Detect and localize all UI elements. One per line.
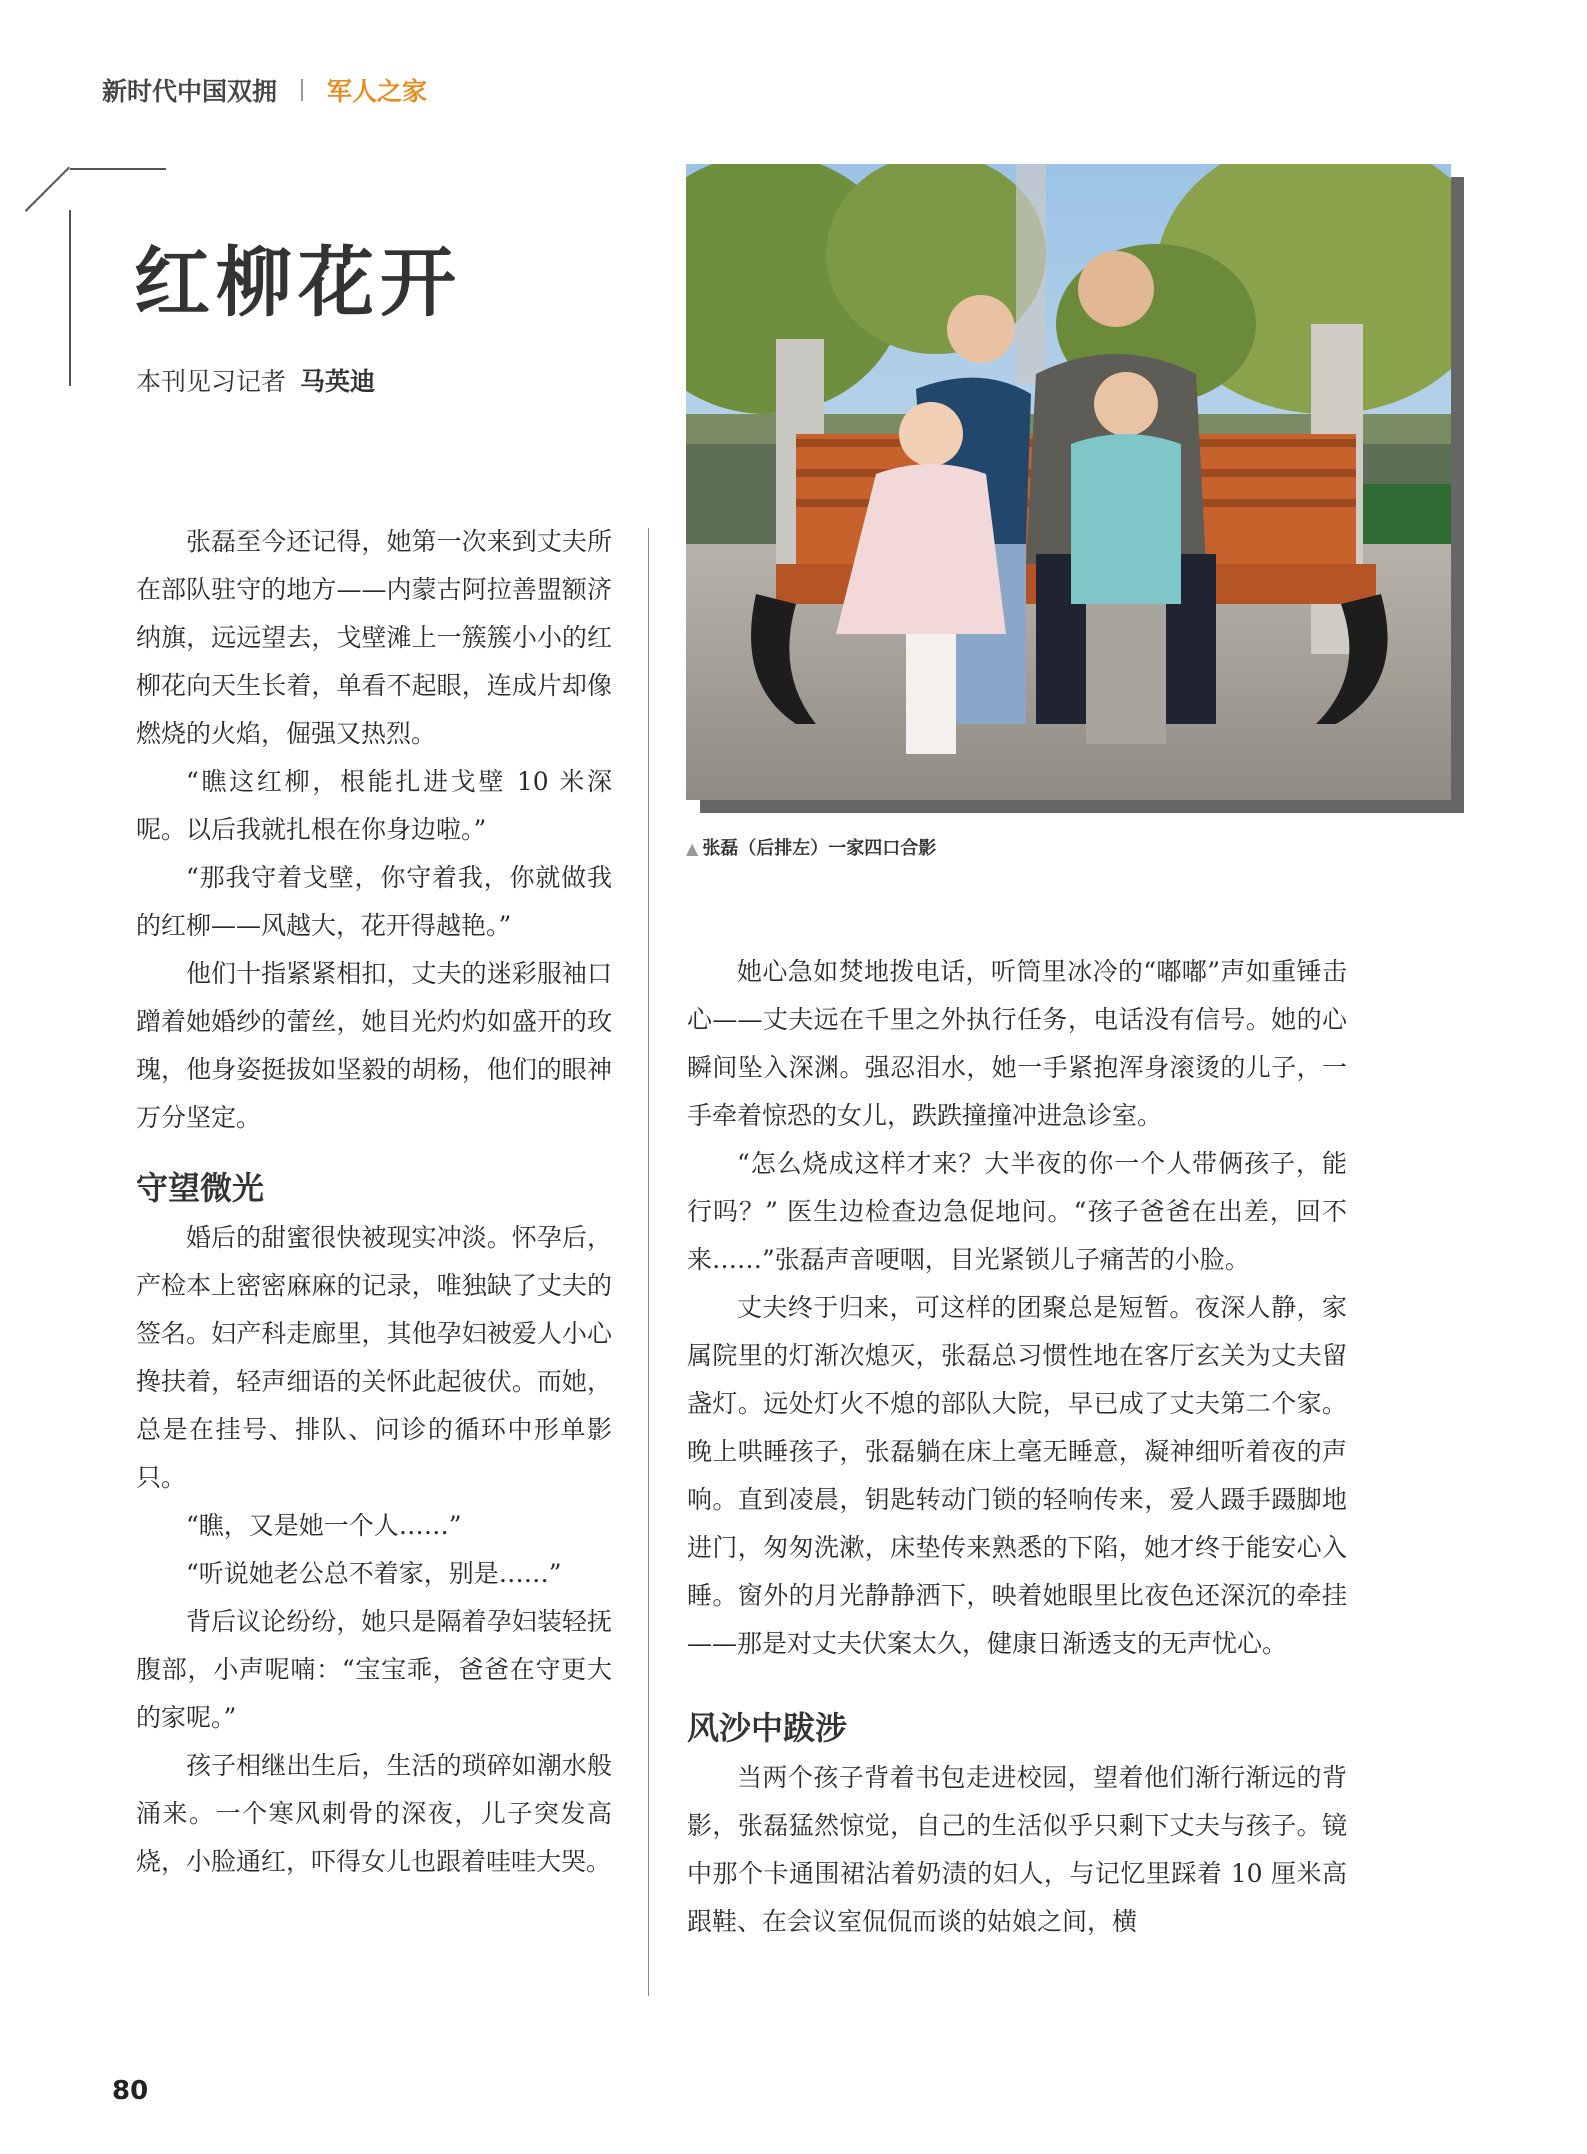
caption-text: 张磊（后排左）一家四口合影 <box>702 838 937 859</box>
paragraph: “听说她老公总不着家，别是……” <box>186 1559 562 1588</box>
paragraph: 当两个孩子背着书包走进校园，望着他们渐行渐远的背影，张磊猛然惊觉，自己的生活似乎只剩下丈夫与孩子。镜中那个卡通围裙沾着奶渍的妇人，与记忆里踩着 10 厘米高跟鞋、在会议室侃侃而谈的姑娘之间，横 <box>687 1763 1347 1936</box>
byline <box>136 362 375 398</box>
paragraph: 背后议论纷纷，她只是隔着孕妇装轻抚腹部，小声呢喃：“宝宝乖，爸爸在守更大的家呢。” <box>136 1607 612 1732</box>
title-corner-line <box>70 168 166 170</box>
left-column <box>136 518 612 1886</box>
paragraph: 她心急如焚地拨电话，听筒里冰冷的“嘟嘟”声如重锤击心——丈夫远在千里之外执行任务，电话没有信号。她的心瞬间坠入深渊。强忍泪水，她一手紧抱浑身滚烫的儿子，一手牵着惊恐的女儿，跌跌撞撞冲进急诊室。 <box>687 957 1347 1130</box>
right-column <box>687 948 1347 1946</box>
paragraph: 孩子相继出生后，生活的琐碎如潮水般涌来。一个寒风刺骨的深夜，儿子突发高烧，小脸通红，吓得女儿也跟着哇哇大哭。 <box>136 1751 612 1876</box>
paragraph: 丈夫终于归来，可这样的团聚总是短暂。夜深人静，家属院里的灯渐次熄灭，张磊总习惯性地在客厅玄关为丈夫留盏灯。远处灯火不熄的部队大院，早已成了丈夫第二个家。晚上哄睡孩子，张磊躺在床上毫无睡意，凝神细听着夜的声响。直到凌晨，钥匙转动门锁的轻响传来，爱人蹑手蹑脚地进门，匆匆洗漱，床垫传来熟悉的下陷，她才终于能安心入睡。窗外的月光静静洒下，映着她眼里比夜色还深沉的牵挂——那是对丈夫伏案太久，健康日渐透支的无声忧心。 <box>687 1293 1347 1658</box>
title-vertical-line <box>69 210 71 386</box>
author-name: 马英迪 <box>300 367 376 396</box>
paragraph: “瞧这红柳，根能扎进戈壁 10 米深呢。以后我就扎根在你身边啦。” <box>136 767 612 844</box>
byline-prefix: 本刊见习记者 <box>136 367 287 396</box>
header-separator <box>301 79 303 101</box>
paragraph: 婚后的甜蜜很快被现实冲淡。怀孕后，产检本上密密麻麻的记录，唯独缺了丈夫的签名。妇产科走廊里，其他孕妇被爱人小心搀扶着，轻声细语的关怀此起彼伏。而她，总是在挂号、排队、问诊的循环中形单影只。 <box>136 1223 612 1492</box>
paragraph: “瞧，又是她一个人……” <box>186 1511 462 1540</box>
photo-caption <box>686 834 936 860</box>
paragraph: 他们十指紧紧相扣，丈夫的迷彩服袖口蹭着她婚纱的蕾丝，她目光灼灼如盛开的玫瑰，他身姿挺拔如坚毅的胡杨，他们的眼神万分坚定。 <box>136 959 612 1132</box>
column-divider <box>648 528 649 1996</box>
article-title: 红柳花开 <box>134 238 462 327</box>
section-heading: 守望微光 <box>136 1169 265 1207</box>
family-photo <box>686 164 1451 800</box>
page-number: 80 <box>112 2076 149 2106</box>
section-heading: 风沙中跋涉 <box>687 1709 848 1747</box>
caption-triangle-icon: ▲ <box>686 839 699 858</box>
column-name: 军人之家 <box>327 77 428 106</box>
running-header <box>102 72 427 108</box>
title-corner-diagonal <box>25 167 70 212</box>
paragraph: 张磊至今还记得，她第一次来到丈夫所在部队驻守的地方——内蒙古阿拉善盟额济纳旗，远远望去，戈壁滩上一簇簇小小的红柳花向天生长着，单看不起眼，连成片却像燃烧的火焰，倔强又热烈。 <box>136 527 612 748</box>
series-name: 新时代中国双拥 <box>102 77 278 106</box>
paragraph: “那我守着戈壁，你守着我，你就做我的红柳——风越大，花开得越艳。” <box>136 863 612 940</box>
paragraph: “怎么烧成这样才来？大半夜的你一个人带俩孩子，能行吗？” 医生边检查边急促地问。“孩子爸爸在出差，回不来……”张磊声音哽咽，目光紧锁儿子痛苦的小脸。 <box>687 1149 1347 1274</box>
